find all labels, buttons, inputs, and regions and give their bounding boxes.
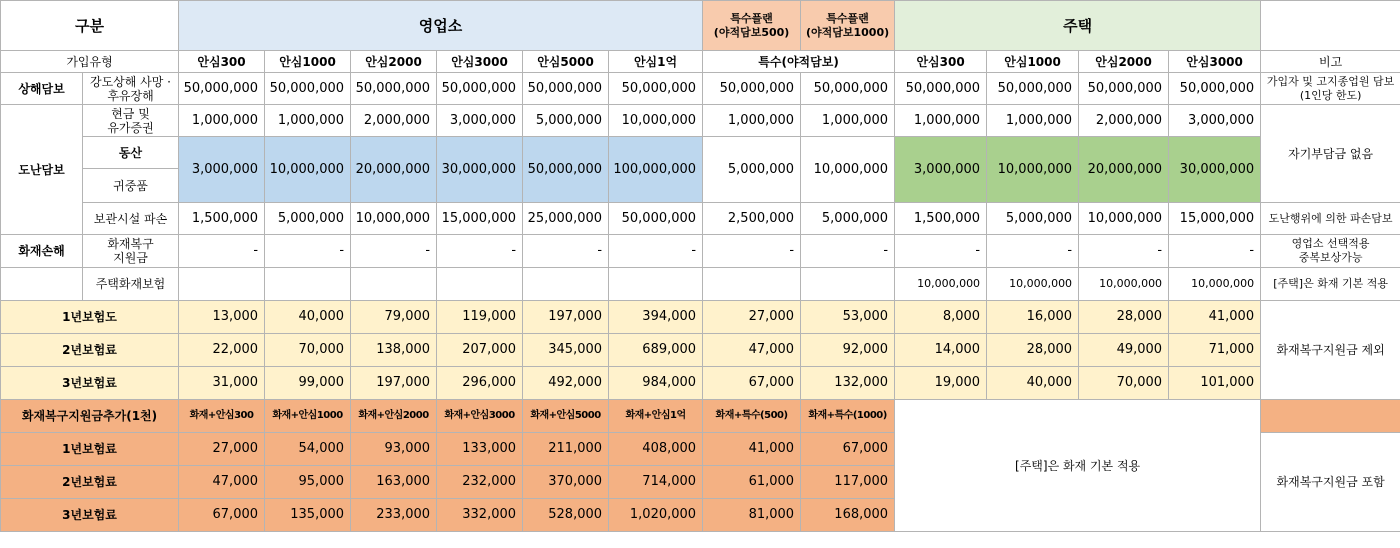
- fire-addon-plan: 화재+안심1000: [265, 400, 351, 433]
- plan-business-0: 안심300: [179, 51, 265, 73]
- premium-value: 984,000: [609, 367, 703, 400]
- plan-type-row: [1, 51, 1400, 73]
- fire-addon-value: 41,000: [703, 433, 801, 466]
- fire-addon-value: 133,000: [437, 433, 523, 466]
- fire-support-remark: 영업소 선택적용 중복보상가능: [1261, 235, 1400, 268]
- theft-facility-value: 5,000,000: [265, 203, 351, 235]
- header-remark-empty: [1261, 1, 1400, 51]
- fire-addon-label: 화재복구지원금추가(1천): [1, 400, 179, 433]
- theft-merged-value: 3,000,000: [895, 137, 987, 203]
- theft-facility-value: 5,000,000: [987, 203, 1079, 235]
- house-fire-row: [1, 268, 1400, 301]
- injury-group: 상해담보: [1, 73, 83, 105]
- premium-value: 394,000: [609, 301, 703, 334]
- theft-cash-value: 5,000,000: [523, 105, 609, 137]
- theft-cash-value: 3,000,000: [1169, 105, 1261, 137]
- theft-facility-value: 10,000,000: [351, 203, 437, 235]
- fire-support-item: 화재복구 지원금: [83, 235, 179, 268]
- premium-value: 27,000: [703, 301, 801, 334]
- fire-support-value: -: [703, 235, 801, 268]
- theft-merged-value: 20,000,000: [351, 137, 437, 203]
- theft-movable-row: [1, 137, 1400, 169]
- premium-value: 119,000: [437, 301, 523, 334]
- fire-addon-value: 67,000: [801, 433, 895, 466]
- premium-value: 71,000: [1169, 334, 1261, 367]
- fire-support-value: -: [265, 235, 351, 268]
- premium-label: 3년보험료: [1, 367, 179, 400]
- fire-addon-plan: 화재+안심2000: [351, 400, 437, 433]
- premium-value: 79,000: [351, 301, 437, 334]
- premium-label: 1년보험도: [1, 301, 179, 334]
- theft-cash-row: [1, 105, 1400, 137]
- plan-house-0: 안심300: [895, 51, 987, 73]
- injury-item: 강도상해 사망 · 후유장해: [83, 73, 179, 105]
- theft-group: 도난담보: [1, 105, 83, 235]
- fire-addon-row-label: 2년보험료: [1, 466, 179, 499]
- premium-value: 67,000: [703, 367, 801, 400]
- fire-addon-plan: 화재+안심5000: [523, 400, 609, 433]
- premium-value: 47,000: [703, 334, 801, 367]
- fire-addon-value: 47,000: [179, 466, 265, 499]
- theft-cash-value: 1,000,000: [895, 105, 987, 137]
- theft-facility-value: 1,500,000: [895, 203, 987, 235]
- theft-cash-value: 10,000,000: [609, 105, 703, 137]
- fire-addon-value: 332,000: [437, 499, 523, 532]
- header-row: [1, 1, 1400, 51]
- theft-facility-value: 5,000,000: [801, 203, 895, 235]
- premium-value: 53,000: [801, 301, 895, 334]
- remark-header: 비고: [1261, 51, 1400, 73]
- theft-cash-item: 현금 및 유가증권: [83, 105, 179, 137]
- premium-row-2: [1, 334, 1400, 367]
- fire-addon-value: 370,000: [523, 466, 609, 499]
- fire-addon-value: 714,000: [609, 466, 703, 499]
- premium-value: 28,000: [1079, 301, 1169, 334]
- fire-addon-value: 61,000: [703, 466, 801, 499]
- theft-valuables-item: 귀중품: [83, 169, 179, 203]
- theft-cash-value: 1,000,000: [801, 105, 895, 137]
- fire-addon-value: 67,000: [179, 499, 265, 532]
- premium-row-3: [1, 367, 1400, 400]
- injury-value: 50,000,000: [265, 73, 351, 105]
- fire-group: 화재손해: [1, 235, 83, 268]
- premium-value: 31,000: [179, 367, 265, 400]
- fire-addon-row-label: 3년보험료: [1, 499, 179, 532]
- premium-value: 197,000: [523, 301, 609, 334]
- injury-value: 50,000,000: [801, 73, 895, 105]
- plan-type-label: 가입유형: [1, 51, 179, 73]
- theft-facility-value: 50,000,000: [609, 203, 703, 235]
- plan-business-3: 안심3000: [437, 51, 523, 73]
- house-fire-value: [437, 268, 523, 301]
- premium-value: 197,000: [351, 367, 437, 400]
- plan-house-1: 안심1000: [987, 51, 1079, 73]
- premium-value: 70,000: [265, 334, 351, 367]
- fire-support-value: -: [179, 235, 265, 268]
- injury-value: 50,000,000: [437, 73, 523, 105]
- house-fire-value: [609, 268, 703, 301]
- injury-value: 50,000,000: [179, 73, 265, 105]
- premium-value: 101,000: [1169, 367, 1261, 400]
- plan-business-2: 안심2000: [351, 51, 437, 73]
- fire-support-value: -: [987, 235, 1079, 268]
- theft-facility-value: 10,000,000: [1079, 203, 1169, 235]
- injury-value: 50,000,000: [1079, 73, 1169, 105]
- injury-value: 50,000,000: [987, 73, 1079, 105]
- premium-value: 13,000: [179, 301, 265, 334]
- fire-support-value: -: [801, 235, 895, 268]
- plan-business-1: 안심1000: [265, 51, 351, 73]
- house-fire-value: [179, 268, 265, 301]
- theft-merged-value: 50,000,000: [523, 137, 609, 203]
- house-fire-value: 10,000,000: [1079, 268, 1169, 301]
- premium-value: 41,000: [1169, 301, 1261, 334]
- fire-support-value: -: [895, 235, 987, 268]
- premium-value: 492,000: [523, 367, 609, 400]
- injury-value: 50,000,000: [523, 73, 609, 105]
- house-fire-value: [801, 268, 895, 301]
- fire-addon-value: 95,000: [265, 466, 351, 499]
- injury-value: 50,000,000: [895, 73, 987, 105]
- theft-facility-remark: 도난행위에 의한 파손담보: [1261, 203, 1400, 235]
- injury-value: 50,000,000: [351, 73, 437, 105]
- premium-value: 28,000: [987, 334, 1079, 367]
- premium-value: 49,000: [1079, 334, 1169, 367]
- fire-support-value: -: [609, 235, 703, 268]
- theft-merged-value: 30,000,000: [437, 137, 523, 203]
- fire-addon-plan: 화재+특수(1000): [801, 400, 895, 433]
- theft-facility-row: [1, 203, 1400, 235]
- theft-remark: 자기부담금 없음: [1261, 105, 1400, 203]
- plan-special: 특수(야적담보): [703, 51, 895, 73]
- theft-cash-value: 1,000,000: [703, 105, 801, 137]
- fire-addon-remark: 화재복구지원금 포함: [1261, 433, 1400, 532]
- plan-house-2: 안심2000: [1079, 51, 1169, 73]
- theft-movable-item: 동산: [83, 137, 179, 169]
- theft-merged-value: 5,000,000: [703, 137, 801, 203]
- theft-merged-value: 20,000,000: [1079, 137, 1169, 203]
- header-house: 주택: [895, 1, 1261, 51]
- fire-addon-header-row: [1, 400, 1400, 433]
- premium-value: 70,000: [1079, 367, 1169, 400]
- fire-addon-value: 233,000: [351, 499, 437, 532]
- premium-value: 14,000: [895, 334, 987, 367]
- premium-value: 19,000: [895, 367, 987, 400]
- house-fire-empty: [1, 268, 83, 301]
- plan-business-5: 안심1억: [609, 51, 703, 73]
- theft-facility-value: 15,000,000: [437, 203, 523, 235]
- theft-cash-value: 2,000,000: [351, 105, 437, 137]
- fire-addon-row-label: 1년보험료: [1, 433, 179, 466]
- premium-label: 2년보험료: [1, 334, 179, 367]
- theft-cash-value: 1,000,000: [987, 105, 1079, 137]
- fire-addon-value: 211,000: [523, 433, 609, 466]
- house-fire-value: 10,000,000: [895, 268, 987, 301]
- fire-addon-value: 135,000: [265, 499, 351, 532]
- premium-value: 345,000: [523, 334, 609, 367]
- house-fire-item: 주택화재보험: [83, 268, 179, 301]
- fire-addon-plan: 화재+안심1억: [609, 400, 703, 433]
- theft-merged-value: 10,000,000: [801, 137, 895, 203]
- fire-addon-value: 81,000: [703, 499, 801, 532]
- fire-addon-value: 54,000: [265, 433, 351, 466]
- theft-facility-value: 15,000,000: [1169, 203, 1261, 235]
- theft-merged-value: 100,000,000: [609, 137, 703, 203]
- house-fire-value: [523, 268, 609, 301]
- premium-value: 92,000: [801, 334, 895, 367]
- theft-facility-item: 보관시설 파손: [83, 203, 179, 235]
- fire-addon-value: 168,000: [801, 499, 895, 532]
- fire-addon-value: 163,000: [351, 466, 437, 499]
- house-fire-value: 10,000,000: [1169, 268, 1261, 301]
- theft-cash-value: 3,000,000: [437, 105, 523, 137]
- house-fire-value: 10,000,000: [987, 268, 1079, 301]
- injury-value: 50,000,000: [1169, 73, 1261, 105]
- fire-addon-value: 27,000: [179, 433, 265, 466]
- premium-value: 99,000: [265, 367, 351, 400]
- fire-support-value: -: [1079, 235, 1169, 268]
- fire-support-row: [1, 235, 1400, 268]
- plan-business-4: 안심5000: [523, 51, 609, 73]
- header-business: 영업소: [179, 1, 703, 51]
- house-fire-value: [265, 268, 351, 301]
- theft-facility-value: 1,500,000: [179, 203, 265, 235]
- premium-value: 207,000: [437, 334, 523, 367]
- fire-addon-value: 232,000: [437, 466, 523, 499]
- premium-value: 40,000: [987, 367, 1079, 400]
- fire-addon-house-note: [주택]은 화재 기본 적용: [895, 400, 1261, 532]
- injury-value: 50,000,000: [703, 73, 801, 105]
- theft-facility-value: 25,000,000: [523, 203, 609, 235]
- injury-row: [1, 73, 1400, 105]
- house-fire-remark: [주택]은 화재 기본 적용: [1261, 268, 1400, 301]
- fire-addon-plan: 화재+안심300: [179, 400, 265, 433]
- fire-addon-plan: 화재+안심3000: [437, 400, 523, 433]
- fire-addon-value: 408,000: [609, 433, 703, 466]
- fire-addon-plan: 화재+특수(500): [703, 400, 801, 433]
- premium-value: 138,000: [351, 334, 437, 367]
- premium-value: 8,000: [895, 301, 987, 334]
- fire-support-value: -: [1169, 235, 1261, 268]
- injury-value: 50,000,000: [609, 73, 703, 105]
- theft-cash-value: 1,000,000: [179, 105, 265, 137]
- fire-addon-remark-header: [1261, 400, 1400, 433]
- header-category: 구분: [1, 1, 179, 51]
- house-fire-value: [703, 268, 801, 301]
- house-fire-value: [351, 268, 437, 301]
- plan-house-3: 안심3000: [1169, 51, 1261, 73]
- fire-addon-value: 117,000: [801, 466, 895, 499]
- theft-cash-value: 1,000,000: [265, 105, 351, 137]
- fire-support-value: -: [523, 235, 609, 268]
- theft-merged-value: 30,000,000: [1169, 137, 1261, 203]
- header-special-1000: 특수플랜 (야적담보1000): [801, 1, 895, 51]
- premium-value: 22,000: [179, 334, 265, 367]
- theft-facility-value: 2,500,000: [703, 203, 801, 235]
- injury-remark: 가입자 및 고지종업원 담보 (1인당 한도): [1261, 73, 1400, 105]
- fire-addon-value: 1,020,000: [609, 499, 703, 532]
- fire-support-value: -: [437, 235, 523, 268]
- premium-row-1: [1, 301, 1400, 334]
- theft-cash-value: 2,000,000: [1079, 105, 1169, 137]
- fire-support-value: -: [351, 235, 437, 268]
- theft-merged-value: 10,000,000: [987, 137, 1079, 203]
- header-special-500: 특수플랜 (야적담보500): [703, 1, 801, 51]
- premium-value: 16,000: [987, 301, 1079, 334]
- premium-value: 689,000: [609, 334, 703, 367]
- fire-addon-value: 528,000: [523, 499, 609, 532]
- premium-remark: 화재복구지원금 제외: [1261, 301, 1400, 400]
- theft-merged-value: 10,000,000: [265, 137, 351, 203]
- theft-merged-value: 3,000,000: [179, 137, 265, 203]
- premium-value: 296,000: [437, 367, 523, 400]
- premium-value: 40,000: [265, 301, 351, 334]
- premium-value: 132,000: [801, 367, 895, 400]
- fire-addon-value: 93,000: [351, 433, 437, 466]
